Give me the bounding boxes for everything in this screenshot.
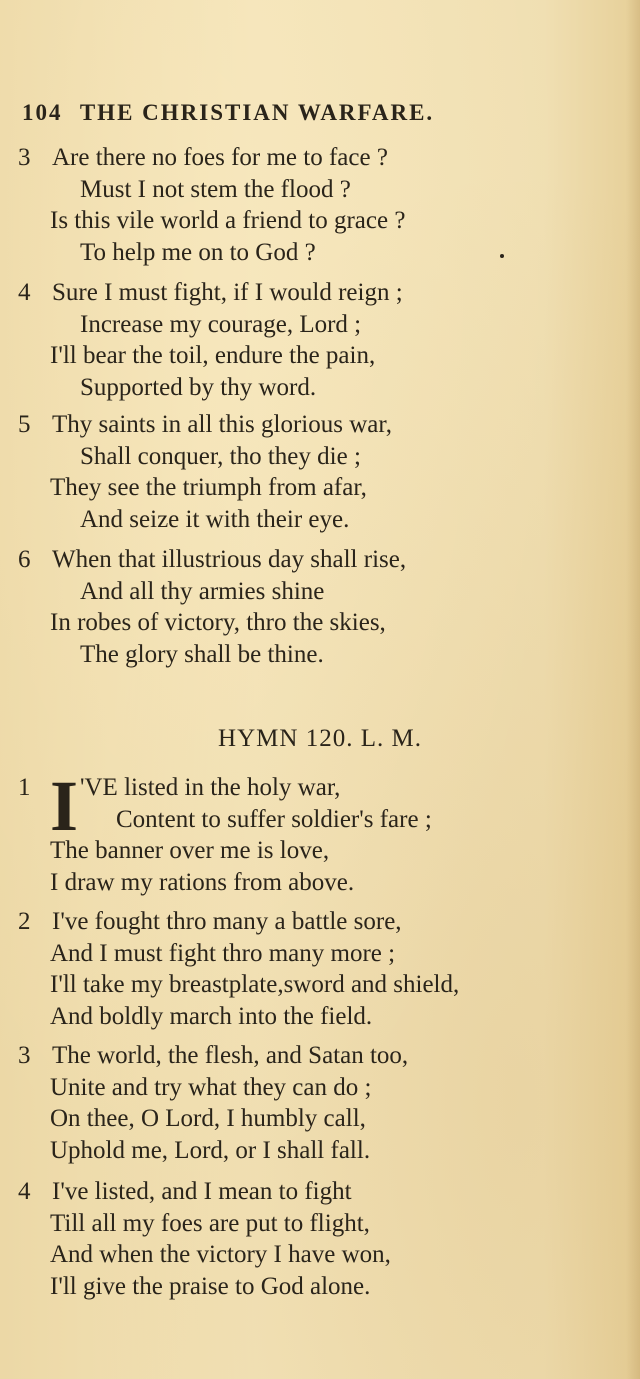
verse-line: The world, the flesh, and Satan too, <box>52 1042 409 1069</box>
stanza-number: 3 <box>18 144 31 171</box>
stanza-4 <box>18 277 622 403</box>
verse-line: And all thy armies shine <box>80 577 325 605</box>
verse-line: The glory shall be thine. <box>80 640 324 668</box>
verse-line: On thee, O Lord, I humbly call, <box>50 1105 366 1132</box>
verse-line: Till all my foes are put to flight, <box>50 1209 370 1237</box>
verse-line: In robes of victory, thro the skies, <box>50 609 386 636</box>
verse-line: Are there no foes for me to face ? <box>52 144 388 171</box>
verse-line: I've fought thro many a battle sore, <box>52 908 402 935</box>
verse-line: Uphold me, Lord, or I shall fall. <box>50 1136 371 1164</box>
verse-line: 'VE listed in the holy war, <box>80 774 341 801</box>
stanza-number: 6 <box>18 546 31 573</box>
verse-line: When that illustrious day shall rise, <box>52 546 407 573</box>
verse-line: And when the victory I have won, <box>50 1241 391 1268</box>
verse-line: Shall conquer, tho they die ; <box>80 442 361 470</box>
verse-line: Supported by thy word. <box>80 373 317 401</box>
stanza-number: 2 <box>18 908 31 935</box>
verse-line: And I must fight thro many more ; <box>50 939 396 967</box>
verse-line: Unite and try what they can do ; <box>50 1073 372 1101</box>
stanza-6 <box>18 544 622 670</box>
stanza-5 <box>18 409 622 535</box>
verse-line: And boldly march into the field. <box>50 1002 373 1030</box>
stanza-number: 4 <box>18 279 31 306</box>
stanza-number: 3 <box>18 1042 31 1069</box>
verse-line: The banner over me is love, <box>50 837 330 864</box>
verse-line: And seize it with their eye. <box>80 505 350 533</box>
hymn-stanza-1 <box>18 766 622 898</box>
verse-line: Is this vile world a friend to grace ? <box>50 207 406 234</box>
hymn-stanza-4 <box>18 1176 622 1302</box>
running-header <box>22 100 434 126</box>
verse-line: Thy saints in all this glorious war, <box>52 411 392 438</box>
stanza-number: 5 <box>18 411 31 438</box>
ink-speck <box>500 254 504 258</box>
verse-line: Increase my courage, Lord ; <box>80 310 362 338</box>
verse-line: I've listed, and I mean to fight <box>52 1178 352 1205</box>
verse-line: Content to suffer soldier's fare ; <box>116 805 432 833</box>
hymn-stanza-3 <box>18 1040 622 1166</box>
verse-line: They see the triumph from afar, <box>50 474 367 501</box>
verse-line: I'll take my breastplate,sword and shield, <box>50 971 460 998</box>
verse-line: Sure I must fight, if I would reign ; <box>52 279 403 306</box>
verse-line: I draw my rations from above. <box>50 868 355 896</box>
page-number: 104 <box>22 100 63 125</box>
hymn-title: HYMN 120. L. M. <box>218 725 422 752</box>
verse-line: To help me on to God ? <box>80 238 316 266</box>
hymn-stanza-2 <box>18 906 622 1032</box>
drop-cap: I <box>50 766 79 846</box>
verse-line: Must I not stem the flood ? <box>80 175 351 203</box>
stanza-number: 4 <box>18 1178 31 1205</box>
stanza-number: 1 <box>18 774 31 801</box>
verse-line: I'll bear the toil, endure the pain, <box>50 342 376 369</box>
verse-line: I'll give the praise to God alone. <box>50 1272 371 1300</box>
stanza-3 <box>18 142 622 268</box>
running-title: THE CHRISTIAN WARFARE. <box>79 100 435 125</box>
